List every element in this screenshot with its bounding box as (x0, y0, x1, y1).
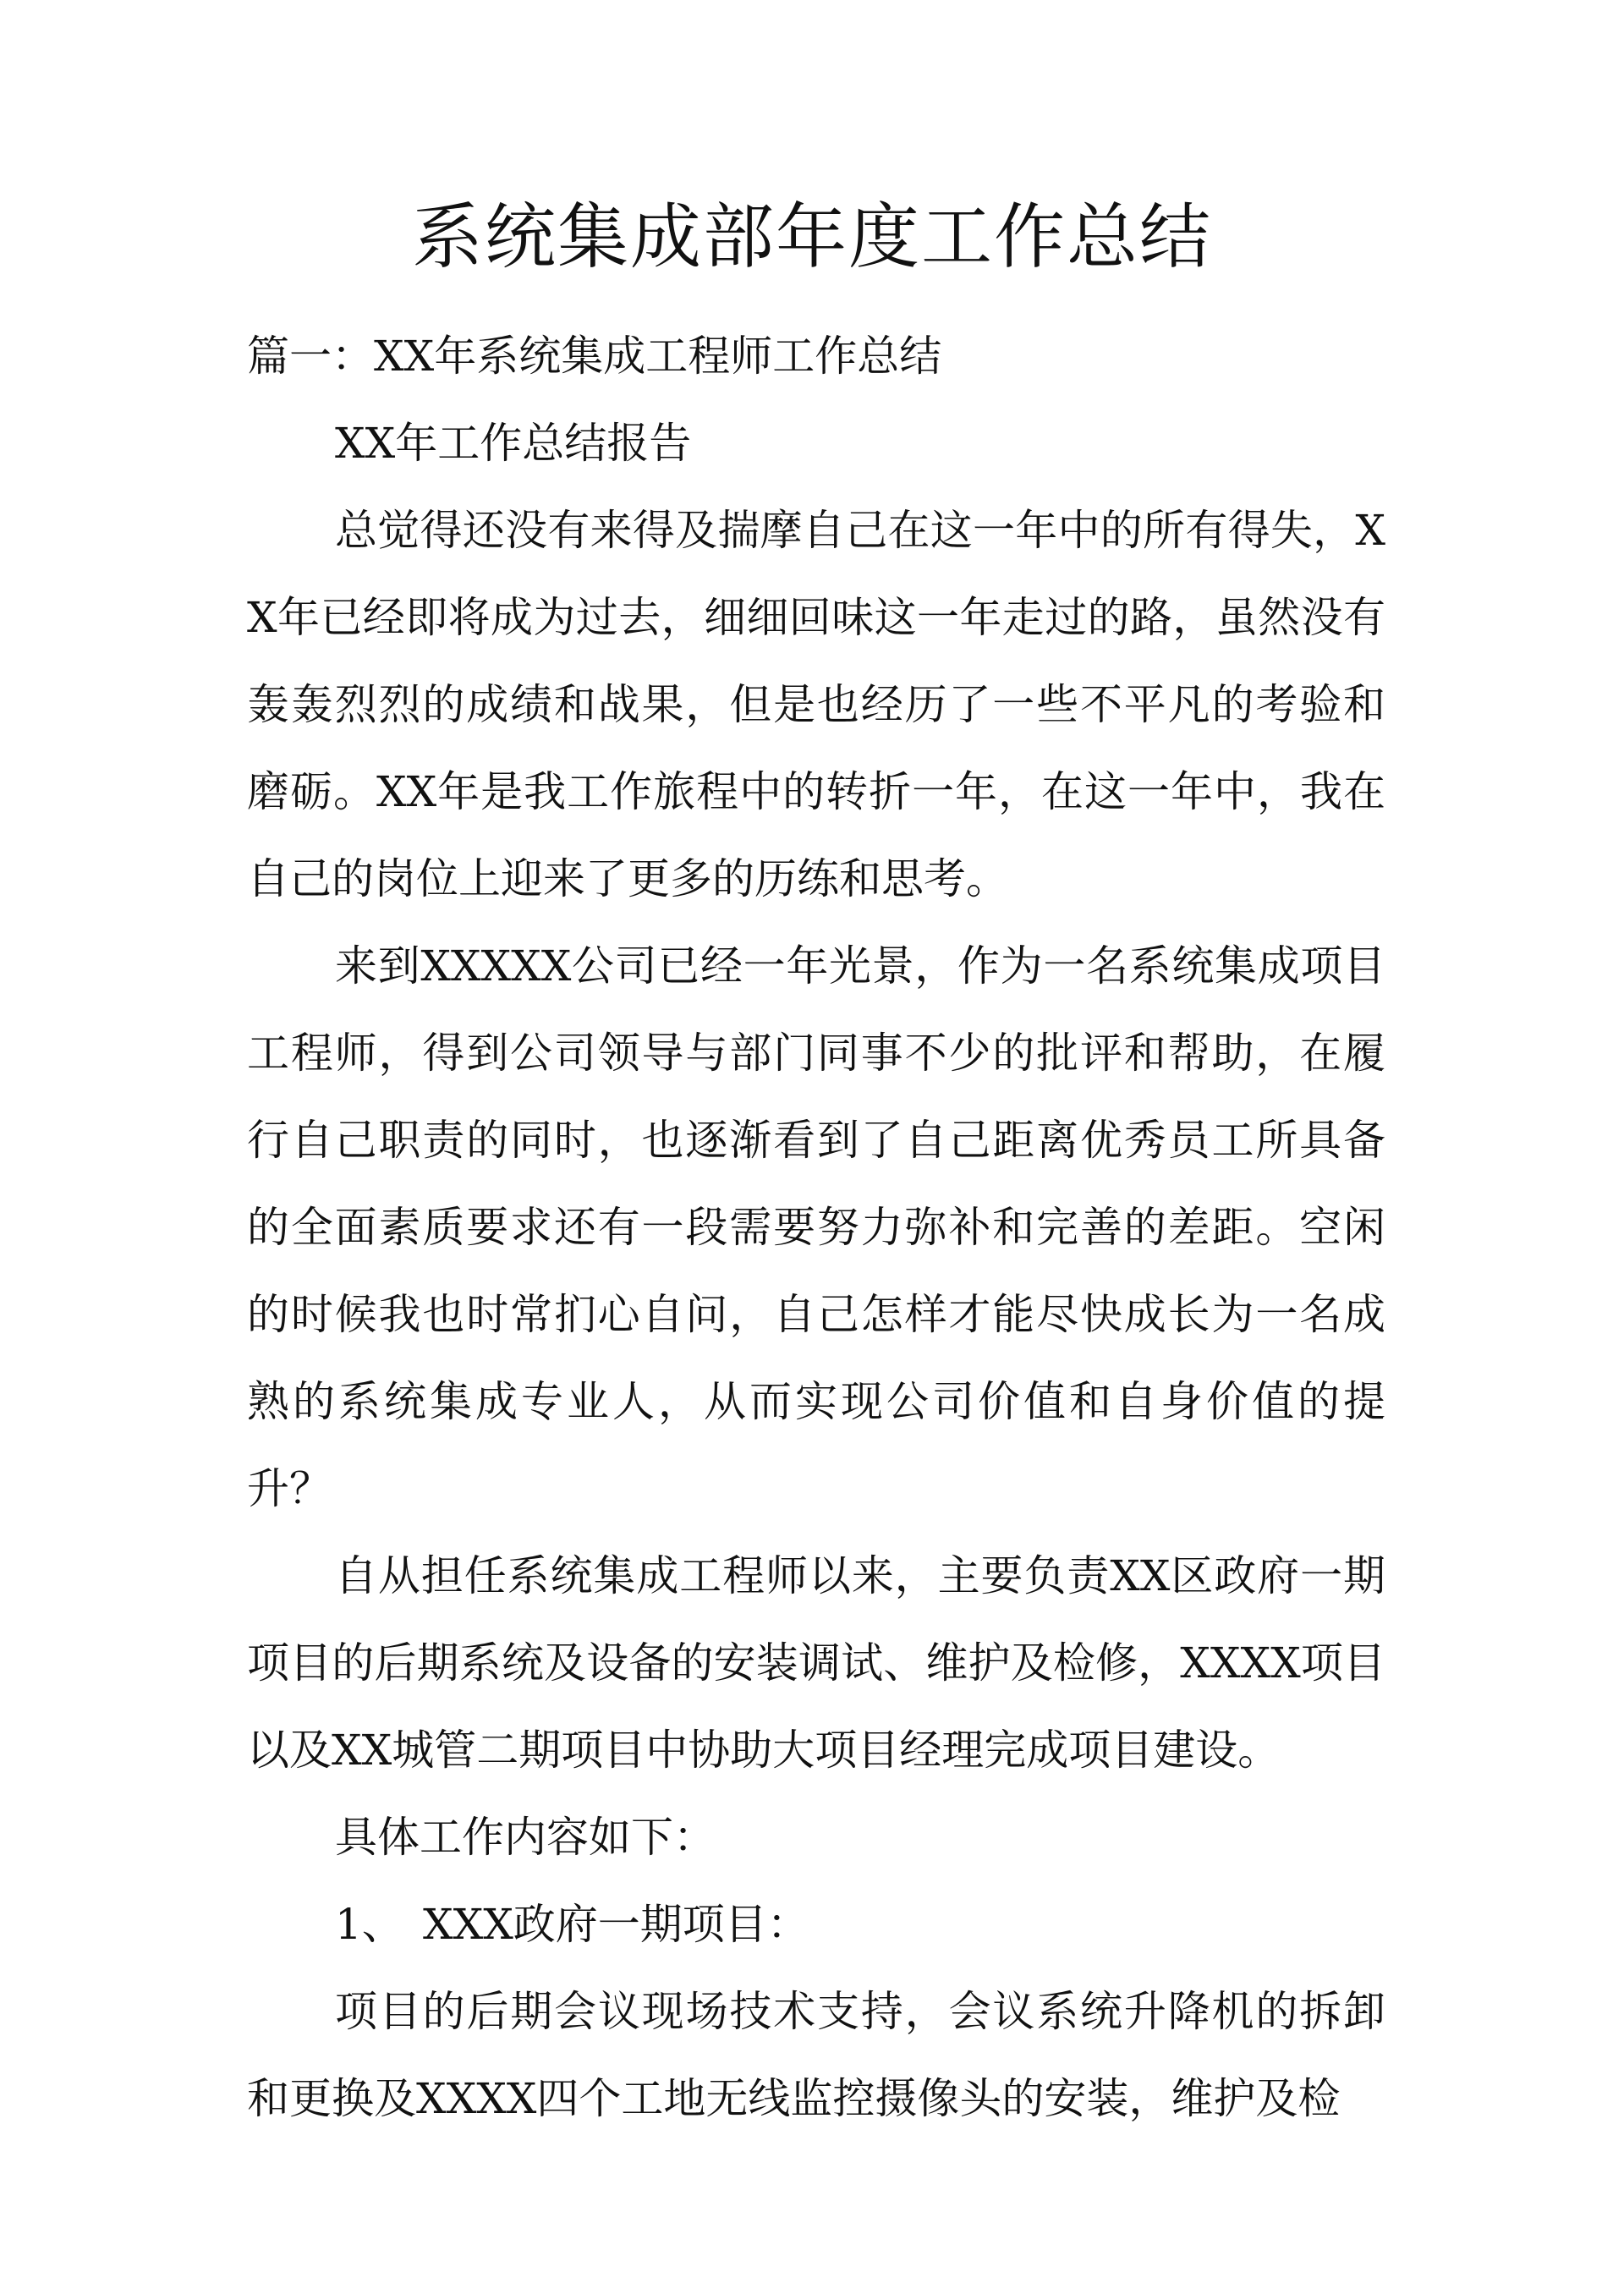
paragraph-5: 项目的后期会议现场技术支持，会议系统升降机的拆卸和更换及XXXX四个工地无线监控摄像头的安装，维护及检 (247, 1987, 1385, 2123)
document-body (247, 313, 1385, 2143)
section-heading: 篇一：XX年系统集成工程师工作总结 (247, 332, 942, 381)
list-item-number: 1、 (335, 1900, 404, 1949)
paragraph-2: 来到XXXXX公司已经一年光景，作为一名系统集成项目工程师，得到公司领导与部门同事不少的批评和帮助，在履行自己职责的同时，也逐渐看到了自己距离优秀员工所具备的全面素质要求还有一段需要努力弥补和完善的差距。空闲的时候我也时常扪心自问，自己怎样才能尽快成长为一名成熟的系统集成专业人，从而实现公司价值和自身价值的提升？ (247, 941, 1385, 1513)
paragraph-3: 自从担任系统集成工程师以来，主要负责XX区政府一期项目的后期系统及设备的安装调试、维护及检修，XXXX项目以及XX城管二期项目中协助大项目经理完成项目建设。 (247, 1551, 1385, 1775)
list-item-text: XXX政府一期项目： (423, 1900, 809, 1949)
report-title: XX年工作总结报告 (335, 419, 692, 468)
list-item-1 (247, 1881, 1385, 1968)
paragraph-4: 具体工作内容如下： (335, 1813, 716, 1862)
document-title: 系统集成部年度工作总结 (411, 195, 1212, 278)
paragraph-1: 总觉得还没有来得及揣摩自己在这一年中的所有得失，XX年已经即将成为过去，细细回味这一年走过的路，虽然没有轰轰烈烈的成绩和战果，但是也经历了一些不平凡的考验和磨砺。XX年是我工作旅程中的转折一年，在这一年中，我在自己的岗位上迎来了更多的历练和思考。 (247, 506, 1385, 903)
